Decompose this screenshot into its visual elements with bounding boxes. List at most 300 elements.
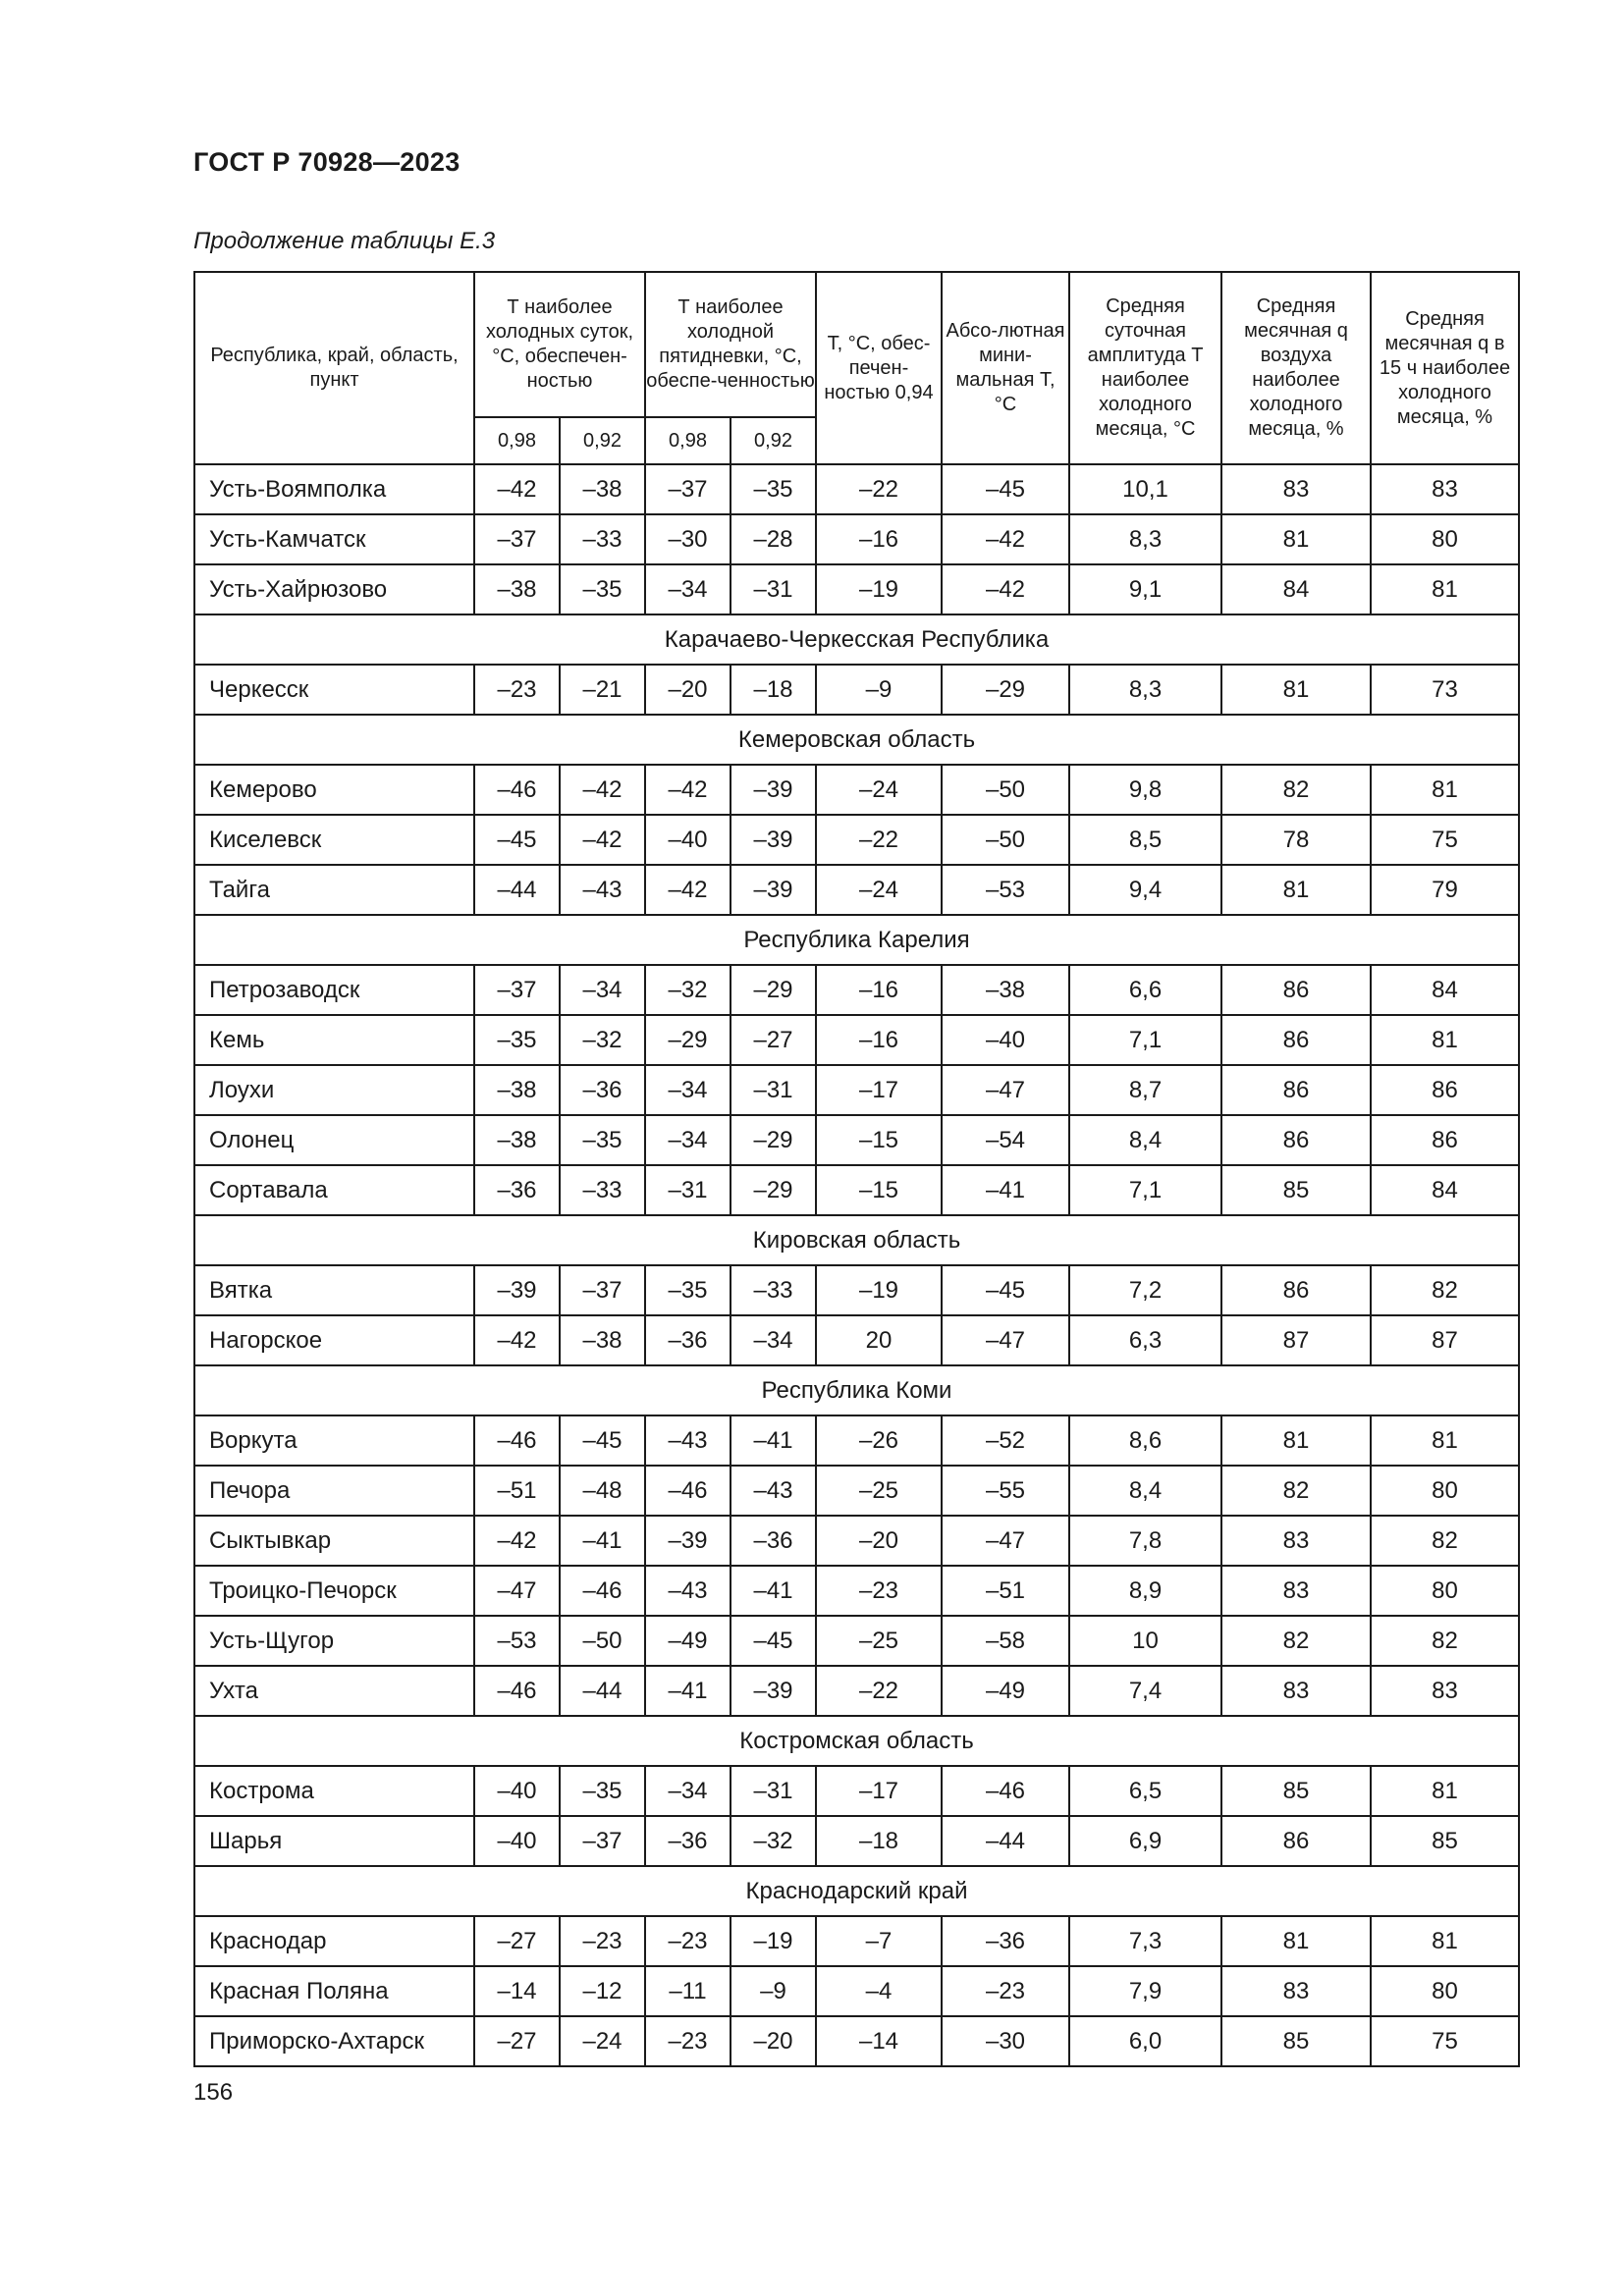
cell-t-094: –17 — [816, 1766, 942, 1816]
cell-humidity-avg: 86 — [1221, 1065, 1371, 1115]
cell-t-094: –22 — [816, 815, 942, 865]
cell-abs-min: –45 — [942, 464, 1069, 514]
cell-amplitude: 6,3 — [1069, 1315, 1221, 1365]
cell-amplitude: 9,8 — [1069, 765, 1221, 815]
cell-humidity-15h: 80 — [1371, 1466, 1519, 1516]
cell-t-five-092: –18 — [731, 665, 816, 715]
cell-humidity-avg: 85 — [1221, 1766, 1371, 1816]
cell-humidity-15h: 82 — [1371, 1265, 1519, 1315]
cell-location-name: Петрозаводск — [194, 965, 474, 1015]
cell-t-day-098: –44 — [474, 865, 560, 915]
region-group-row — [194, 715, 1519, 765]
cell-humidity-15h: 82 — [1371, 1516, 1519, 1566]
cell-humidity-15h: 81 — [1371, 1015, 1519, 1065]
cell-t-day-092: –37 — [560, 1265, 645, 1315]
cell-t-day-092: –37 — [560, 1816, 645, 1866]
cell-t-five-098: –23 — [645, 2016, 731, 2066]
cell-location-name: Киселевск — [194, 815, 474, 865]
cell-t-day-098: –45 — [474, 815, 560, 865]
cell-abs-min: –47 — [942, 1516, 1069, 1566]
table-row — [194, 1816, 1519, 1866]
cell-amplitude: 6,9 — [1069, 1816, 1221, 1866]
cell-location-name: Печора — [194, 1466, 474, 1516]
cell-location-name: Троицко-Печорск — [194, 1566, 474, 1616]
cell-t-094: –23 — [816, 1566, 942, 1616]
cell-abs-min: –54 — [942, 1115, 1069, 1165]
table-row — [194, 815, 1519, 865]
cell-amplitude: 6,0 — [1069, 2016, 1221, 2066]
cell-t-five-098: –32 — [645, 965, 731, 1015]
cell-abs-min: –40 — [942, 1015, 1069, 1065]
cell-amplitude: 8,9 — [1069, 1566, 1221, 1616]
cell-humidity-15h: 75 — [1371, 2016, 1519, 2066]
cell-t-five-098: –29 — [645, 1015, 731, 1065]
cell-abs-min: –58 — [942, 1616, 1069, 1666]
cell-t-five-098: –49 — [645, 1616, 731, 1666]
cell-abs-min: –47 — [942, 1065, 1069, 1115]
cell-abs-min: –47 — [942, 1315, 1069, 1365]
cell-t-five-092: –34 — [731, 1315, 816, 1365]
cell-humidity-15h: 83 — [1371, 464, 1519, 514]
region-heading: Республика Карелия — [194, 915, 1519, 965]
subheader-day-098: 0,98 — [474, 417, 560, 464]
cell-t-five-098: –39 — [645, 1516, 731, 1566]
table-row — [194, 1516, 1519, 1566]
cell-t-day-092: –50 — [560, 1616, 645, 1666]
cell-t-five-092: –43 — [731, 1466, 816, 1516]
cell-amplitude: 7,8 — [1069, 1516, 1221, 1566]
cell-t-day-098: –14 — [474, 1966, 560, 2016]
cell-t-day-098: –37 — [474, 965, 560, 1015]
cell-location-name: Усть-Щугор — [194, 1616, 474, 1666]
cell-abs-min: –44 — [942, 1816, 1069, 1866]
cell-t-day-098: –23 — [474, 665, 560, 715]
cell-t-day-092: –38 — [560, 1315, 645, 1365]
cell-t-day-098: –46 — [474, 1415, 560, 1466]
region-group-row — [194, 915, 1519, 965]
cell-t-094: –16 — [816, 965, 942, 1015]
cell-t-day-092: –35 — [560, 1115, 645, 1165]
cell-t-094: –22 — [816, 464, 942, 514]
cell-t-094: –19 — [816, 1265, 942, 1315]
cell-t-094: –4 — [816, 1966, 942, 2016]
region-group-row — [194, 614, 1519, 665]
table-row — [194, 464, 1519, 514]
table-row — [194, 1766, 1519, 1816]
table-row — [194, 665, 1519, 715]
cell-t-day-098: –46 — [474, 1666, 560, 1716]
cell-t-day-098: –42 — [474, 464, 560, 514]
cell-t-day-098: –51 — [474, 1466, 560, 1516]
cell-location-name: Приморско-Ахтарск — [194, 2016, 474, 2066]
cell-t-094: –17 — [816, 1065, 942, 1115]
cell-humidity-avg: 86 — [1221, 1015, 1371, 1065]
cell-t-day-092: –48 — [560, 1466, 645, 1516]
cell-abs-min: –42 — [942, 514, 1069, 564]
cell-amplitude: 6,6 — [1069, 965, 1221, 1015]
header-t-coldest-day: Т наиболее холодных суток, °С, обеспечен-ностью — [474, 272, 645, 417]
cell-t-five-092: –19 — [731, 1916, 816, 1966]
cell-humidity-15h: 86 — [1371, 1115, 1519, 1165]
cell-t-five-098: –36 — [645, 1816, 731, 1866]
cell-humidity-15h: 81 — [1371, 564, 1519, 614]
cell-humidity-15h: 73 — [1371, 665, 1519, 715]
cell-humidity-15h: 82 — [1371, 1616, 1519, 1666]
cell-humidity-15h: 84 — [1371, 965, 1519, 1015]
cell-t-five-098: –43 — [645, 1566, 731, 1616]
cell-humidity-avg: 84 — [1221, 564, 1371, 614]
cell-location-name: Усть-Камчатск — [194, 514, 474, 564]
cell-location-name: Сыктывкар — [194, 1516, 474, 1566]
cell-t-day-092: –33 — [560, 1165, 645, 1215]
cell-t-five-098: –41 — [645, 1666, 731, 1716]
cell-t-094: –19 — [816, 564, 942, 614]
cell-t-094: –24 — [816, 865, 942, 915]
cell-t-five-098: –40 — [645, 815, 731, 865]
header-daily-amplitude: Средняя суточная амплитуда Т наиболее холодного месяца, °С — [1069, 272, 1221, 464]
cell-t-five-098: –37 — [645, 464, 731, 514]
region-heading: Кировская область — [194, 1215, 1519, 1265]
table-row — [194, 865, 1519, 915]
cell-location-name: Усть-Воямполка — [194, 464, 474, 514]
table-row — [194, 2016, 1519, 2066]
cell-abs-min: –53 — [942, 865, 1069, 915]
table-body — [194, 464, 1519, 2066]
cell-t-five-098: –46 — [645, 1466, 731, 1516]
cell-t-094: –18 — [816, 1816, 942, 1866]
cell-humidity-avg: 86 — [1221, 965, 1371, 1015]
cell-t-five-098: –42 — [645, 765, 731, 815]
cell-t-five-092: –35 — [731, 464, 816, 514]
cell-t-five-092: –31 — [731, 564, 816, 614]
table-row — [194, 765, 1519, 815]
cell-amplitude: 8,3 — [1069, 665, 1221, 715]
cell-t-five-092: –36 — [731, 1516, 816, 1566]
cell-abs-min: –29 — [942, 665, 1069, 715]
cell-amplitude: 8,7 — [1069, 1065, 1221, 1115]
cell-amplitude: 10,1 — [1069, 464, 1221, 514]
cell-t-five-098: –23 — [645, 1916, 731, 1966]
cell-t-094: –24 — [816, 765, 942, 815]
cell-humidity-15h: 80 — [1371, 514, 1519, 564]
cell-amplitude: 9,4 — [1069, 865, 1221, 915]
cell-amplitude: 7,3 — [1069, 1916, 1221, 1966]
cell-abs-min: –55 — [942, 1466, 1069, 1516]
region-group-row — [194, 1716, 1519, 1766]
region-heading: Костромская область — [194, 1716, 1519, 1766]
cell-amplitude: 7,9 — [1069, 1966, 1221, 2016]
cell-t-day-098: –40 — [474, 1766, 560, 1816]
cell-t-five-092: –39 — [731, 765, 816, 815]
cell-t-094: 20 — [816, 1315, 942, 1365]
cell-t-five-098: –35 — [645, 1265, 731, 1315]
cell-humidity-avg: 83 — [1221, 464, 1371, 514]
cell-location-name: Черкесск — [194, 665, 474, 715]
region-heading: Краснодарский край — [194, 1866, 1519, 1916]
cell-t-094: –14 — [816, 2016, 942, 2066]
cell-t-five-098: –31 — [645, 1165, 731, 1215]
cell-abs-min: –51 — [942, 1566, 1069, 1616]
cell-location-name: Усть-Хайрюзово — [194, 564, 474, 614]
cell-t-five-092: –20 — [731, 2016, 816, 2066]
subheader-five-098: 0,98 — [645, 417, 731, 464]
cell-humidity-avg: 86 — [1221, 1265, 1371, 1315]
region-group-row — [194, 1215, 1519, 1265]
cell-location-name: Лоухи — [194, 1065, 474, 1115]
cell-t-five-092: –29 — [731, 965, 816, 1015]
cell-t-094: –25 — [816, 1616, 942, 1666]
cell-t-five-092: –29 — [731, 1165, 816, 1215]
header-t-094: Т, °С, обес-печен-ностью 0,94 — [816, 272, 942, 464]
cell-t-day-092: –42 — [560, 815, 645, 865]
table-row — [194, 1966, 1519, 2016]
cell-amplitude: 8,3 — [1069, 514, 1221, 564]
cell-t-day-098: –42 — [474, 1516, 560, 1566]
cell-t-day-098: –42 — [474, 1315, 560, 1365]
cell-location-name: Кострома — [194, 1766, 474, 1816]
cell-t-day-098: –53 — [474, 1616, 560, 1666]
cell-humidity-15h: 87 — [1371, 1315, 1519, 1365]
cell-amplitude: 8,4 — [1069, 1115, 1221, 1165]
cell-humidity-15h: 81 — [1371, 1415, 1519, 1466]
header-humidity-avg: Средняя месячная q воздуха наиболее холодного месяца, % — [1221, 272, 1371, 464]
cell-t-094: –25 — [816, 1466, 942, 1516]
cell-t-five-098: –20 — [645, 665, 731, 715]
cell-amplitude: 8,5 — [1069, 815, 1221, 865]
subheader-five-092: 0,92 — [731, 417, 816, 464]
cell-t-day-092: –24 — [560, 2016, 645, 2066]
region-group-row — [194, 1365, 1519, 1415]
cell-location-name: Тайга — [194, 865, 474, 915]
cell-t-five-092: –31 — [731, 1766, 816, 1816]
cell-humidity-avg: 81 — [1221, 665, 1371, 715]
cell-humidity-15h: 86 — [1371, 1065, 1519, 1115]
cell-t-five-092: –33 — [731, 1265, 816, 1315]
cell-amplitude: 7,1 — [1069, 1165, 1221, 1215]
cell-t-day-098: –46 — [474, 765, 560, 815]
cell-t-day-098: –27 — [474, 2016, 560, 2066]
cell-location-name: Нагорское — [194, 1315, 474, 1365]
cell-t-day-098: –38 — [474, 1065, 560, 1115]
cell-t-day-092: –23 — [560, 1916, 645, 1966]
cell-humidity-15h: 79 — [1371, 865, 1519, 915]
header-name: Республика, край, область, пункт — [194, 272, 474, 464]
cell-t-five-092: –39 — [731, 865, 816, 915]
cell-amplitude: 7,4 — [1069, 1666, 1221, 1716]
cell-amplitude: 7,1 — [1069, 1015, 1221, 1065]
cell-t-five-092: –32 — [731, 1816, 816, 1866]
cell-t-five-098: –11 — [645, 1966, 731, 2016]
cell-t-five-092: –39 — [731, 1666, 816, 1716]
cell-humidity-15h: 83 — [1371, 1666, 1519, 1716]
cell-location-name: Сортавала — [194, 1165, 474, 1215]
table-row — [194, 1916, 1519, 1966]
cell-abs-min: –50 — [942, 765, 1069, 815]
cell-abs-min: –23 — [942, 1966, 1069, 2016]
cell-humidity-15h: 80 — [1371, 1566, 1519, 1616]
cell-abs-min: –49 — [942, 1666, 1069, 1716]
cell-amplitude: 8,6 — [1069, 1415, 1221, 1466]
cell-t-day-092: –32 — [560, 1015, 645, 1065]
document-title: ГОСТ Р 70928—2023 — [193, 147, 460, 177]
table-row — [194, 514, 1519, 564]
cell-humidity-avg: 87 — [1221, 1315, 1371, 1365]
cell-t-day-092: –46 — [560, 1566, 645, 1616]
cell-location-name: Олонец — [194, 1115, 474, 1165]
cell-t-094: –20 — [816, 1516, 942, 1566]
cell-t-day-092: –12 — [560, 1966, 645, 2016]
cell-t-day-098: –38 — [474, 1115, 560, 1165]
cell-t-day-098: –38 — [474, 564, 560, 614]
cell-t-five-092: –41 — [731, 1566, 816, 1616]
table-row — [194, 1065, 1519, 1115]
subheader-day-092: 0,92 — [560, 417, 645, 464]
cell-t-day-092: –44 — [560, 1666, 645, 1716]
cell-humidity-avg: 82 — [1221, 1616, 1371, 1666]
cell-amplitude: 6,5 — [1069, 1766, 1221, 1816]
cell-t-five-092: –29 — [731, 1115, 816, 1165]
cell-humidity-avg: 82 — [1221, 1466, 1371, 1516]
cell-humidity-avg: 85 — [1221, 1165, 1371, 1215]
table-row — [194, 1015, 1519, 1065]
cell-t-five-098: –43 — [645, 1415, 731, 1466]
region-heading: Карачаево-Черкесская Республика — [194, 614, 1519, 665]
cell-t-five-092: –28 — [731, 514, 816, 564]
cell-location-name: Ухта — [194, 1666, 474, 1716]
cell-humidity-avg: 81 — [1221, 514, 1371, 564]
cell-humidity-avg: 85 — [1221, 2016, 1371, 2066]
cell-amplitude: 9,1 — [1069, 564, 1221, 614]
cell-humidity-15h: 75 — [1371, 815, 1519, 865]
climate-table — [193, 271, 1520, 2067]
cell-t-five-092: –41 — [731, 1415, 816, 1466]
cell-humidity-15h: 85 — [1371, 1816, 1519, 1866]
header-humidity-15h: Средняя месячная q в 15 ч наиболее холодного месяца, % — [1371, 272, 1519, 464]
cell-t-day-098: –36 — [474, 1165, 560, 1215]
cell-t-day-098: –27 — [474, 1916, 560, 1966]
cell-t-094: –16 — [816, 1015, 942, 1065]
cell-t-094: –15 — [816, 1165, 942, 1215]
cell-t-day-098: –47 — [474, 1566, 560, 1616]
cell-humidity-avg: 81 — [1221, 1916, 1371, 1966]
cell-humidity-avg: 82 — [1221, 765, 1371, 815]
cell-t-day-092: –45 — [560, 1415, 645, 1466]
cell-abs-min: –36 — [942, 1916, 1069, 1966]
cell-humidity-15h: 81 — [1371, 1916, 1519, 1966]
cell-t-five-092: –9 — [731, 1966, 816, 2016]
cell-t-day-092: –36 — [560, 1065, 645, 1115]
cell-t-five-098: –34 — [645, 1766, 731, 1816]
cell-humidity-avg: 81 — [1221, 1415, 1371, 1466]
cell-abs-min: –41 — [942, 1165, 1069, 1215]
region-group-row — [194, 1866, 1519, 1916]
table-row — [194, 564, 1519, 614]
cell-amplitude: 8,4 — [1069, 1466, 1221, 1516]
cell-location-name: Краснодар — [194, 1916, 474, 1966]
cell-humidity-avg: 83 — [1221, 1516, 1371, 1566]
table-row — [194, 1165, 1519, 1215]
cell-t-day-098: –40 — [474, 1816, 560, 1866]
cell-t-094: –7 — [816, 1916, 942, 1966]
table-row — [194, 1466, 1519, 1516]
cell-location-name: Воркута — [194, 1415, 474, 1466]
cell-t-day-092: –43 — [560, 865, 645, 915]
cell-t-five-098: –34 — [645, 1115, 731, 1165]
cell-t-094: –15 — [816, 1115, 942, 1165]
cell-location-name: Кемерово — [194, 765, 474, 815]
cell-humidity-15h: 81 — [1371, 1766, 1519, 1816]
cell-t-094: –22 — [816, 1666, 942, 1716]
cell-humidity-avg: 83 — [1221, 1966, 1371, 2016]
cell-humidity-15h: 80 — [1371, 1966, 1519, 2016]
table-row — [194, 1415, 1519, 1466]
cell-location-name: Вятка — [194, 1265, 474, 1315]
cell-humidity-avg: 78 — [1221, 815, 1371, 865]
cell-amplitude: 7,2 — [1069, 1265, 1221, 1315]
cell-t-day-098: –37 — [474, 514, 560, 564]
cell-abs-min: –45 — [942, 1265, 1069, 1315]
cell-humidity-15h: 84 — [1371, 1165, 1519, 1215]
cell-t-five-092: –31 — [731, 1065, 816, 1115]
table-row — [194, 1265, 1519, 1315]
cell-t-five-098: –34 — [645, 1065, 731, 1115]
cell-abs-min: –38 — [942, 965, 1069, 1015]
cell-t-five-092: –39 — [731, 815, 816, 865]
cell-location-name: Кемь — [194, 1015, 474, 1065]
region-heading: Кемеровская область — [194, 715, 1519, 765]
cell-t-094: –16 — [816, 514, 942, 564]
cell-t-day-092: –34 — [560, 965, 645, 1015]
cell-humidity-avg: 83 — [1221, 1566, 1371, 1616]
cell-amplitude: 10 — [1069, 1616, 1221, 1666]
cell-abs-min: –52 — [942, 1415, 1069, 1466]
table-row — [194, 1616, 1519, 1666]
cell-t-day-092: –42 — [560, 765, 645, 815]
cell-t-five-092: –27 — [731, 1015, 816, 1065]
cell-t-five-098: –30 — [645, 514, 731, 564]
table-row — [194, 1666, 1519, 1716]
table-row — [194, 1115, 1519, 1165]
cell-t-day-092: –21 — [560, 665, 645, 715]
cell-location-name: Шарья — [194, 1816, 474, 1866]
cell-humidity-avg: 86 — [1221, 1115, 1371, 1165]
cell-t-five-098: –36 — [645, 1315, 731, 1365]
cell-t-five-098: –34 — [645, 564, 731, 614]
header-t-coldest-five-day: Т наиболее холодной пятидневки, °С, обеспе-ченностью — [645, 272, 816, 417]
header-absolute-min: Абсо-лютная мини-мальная Т, °С — [942, 272, 1069, 464]
page-number: 156 — [193, 2079, 234, 2106]
table-row — [194, 965, 1519, 1015]
cell-t-day-092: –38 — [560, 464, 645, 514]
table-continuation-caption: Продолжение таблицы Е.3 — [193, 228, 496, 254]
cell-t-day-092: –33 — [560, 514, 645, 564]
cell-humidity-avg: 81 — [1221, 865, 1371, 915]
cell-t-094: –9 — [816, 665, 942, 715]
cell-t-094: –26 — [816, 1415, 942, 1466]
cell-t-day-098: –35 — [474, 1015, 560, 1065]
cell-t-five-092: –45 — [731, 1616, 816, 1666]
cell-humidity-avg: 86 — [1221, 1816, 1371, 1866]
table-row — [194, 1566, 1519, 1616]
table-row — [194, 1315, 1519, 1365]
cell-location-name: Красная Поляна — [194, 1966, 474, 2016]
cell-t-day-092: –41 — [560, 1516, 645, 1566]
cell-humidity-avg: 83 — [1221, 1666, 1371, 1716]
cell-t-five-098: –42 — [645, 865, 731, 915]
cell-abs-min: –46 — [942, 1766, 1069, 1816]
cell-t-day-092: –35 — [560, 1766, 645, 1816]
cell-t-day-092: –35 — [560, 564, 645, 614]
